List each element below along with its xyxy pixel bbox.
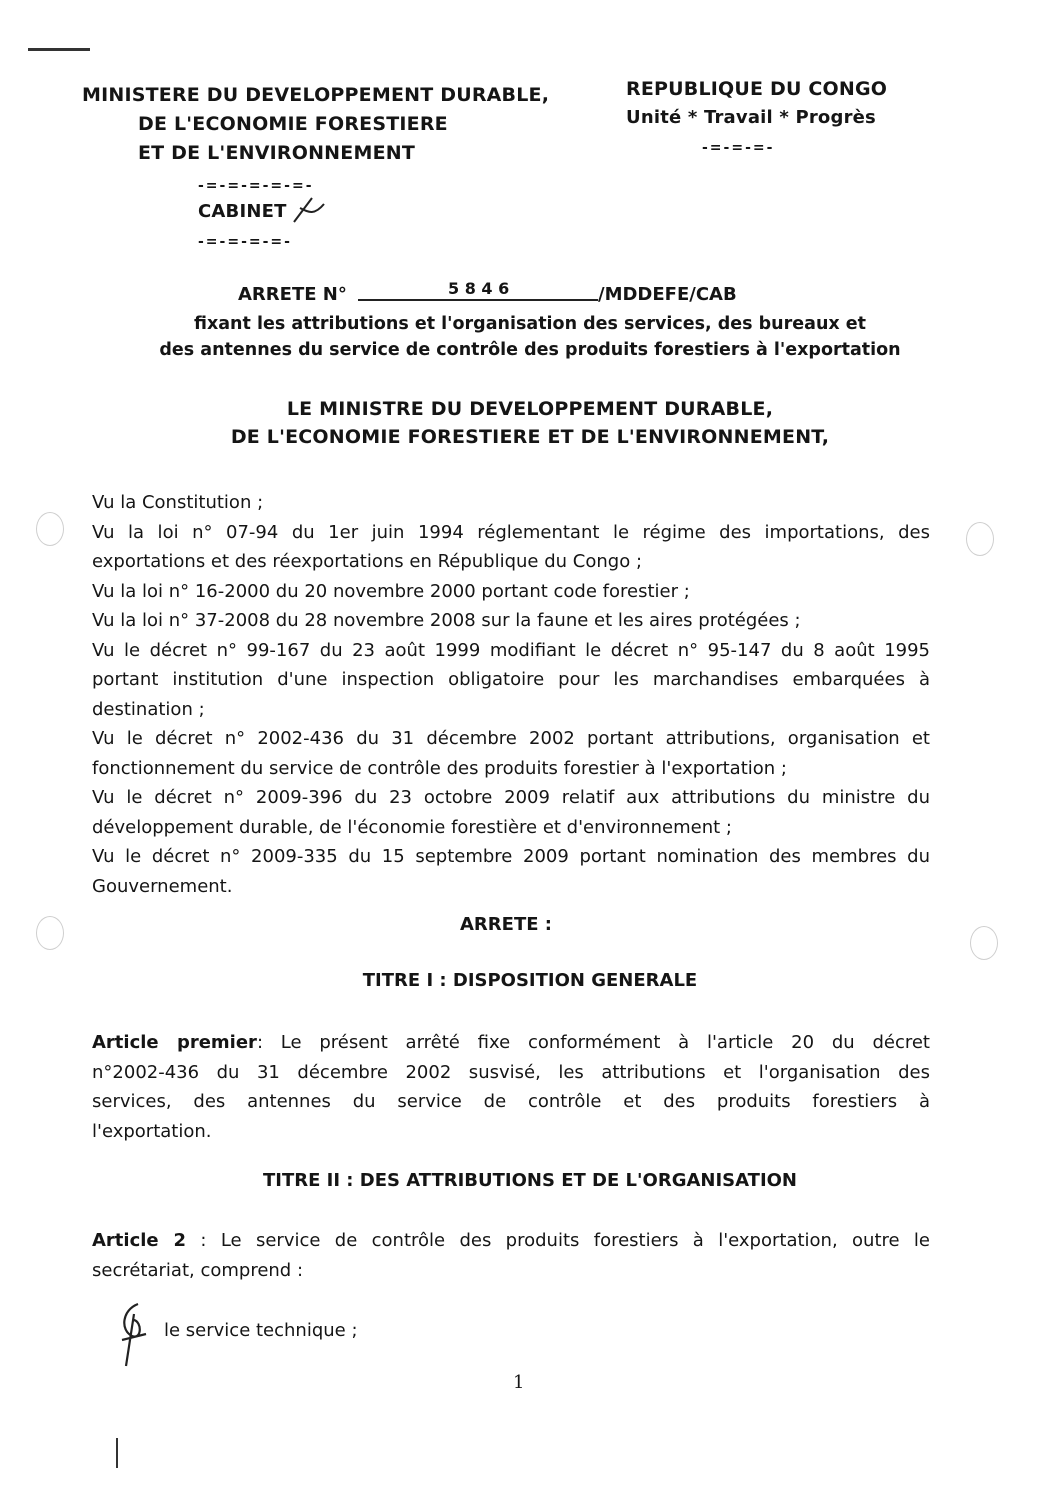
decree-number-line xyxy=(358,299,598,301)
article-2-line-2: secrétariat, comprend : xyxy=(92,1259,304,1281)
article-premier-line-2: n°2002-436 du 31 décembre 2002 susvisé, les attributions et l'organisation des xyxy=(92,1061,930,1083)
decree-prefix: ARRETE N° xyxy=(238,284,347,305)
visa-line: Vu le décret n° 2009-335 du 15 septembre 2009 portant nomination des membres du xyxy=(92,846,930,867)
punch-hole-right-bottom xyxy=(970,926,998,960)
list-item-service-technique: le service technique ; xyxy=(164,1320,358,1341)
republic-title: REPUBLIQUE DU CONGO xyxy=(626,78,888,100)
decree-suffix: /MDDEFE/CAB xyxy=(598,284,737,305)
article-premier-label: Article premier xyxy=(92,1032,257,1053)
minister-line-2: DE L'ECONOMIE FORESTIERE ET DE L'ENVIRONNEMENT, xyxy=(230,426,830,448)
ministry-line-1: MINISTERE DU DEVELOPPEMENT DURABLE, xyxy=(82,84,550,106)
ministry-separator-2: -=-=-=-=- xyxy=(198,234,292,250)
visa-line: Vu le décret n° 99-167 du 23 août 1999 modifiant le décret n° 95-147 du 8 août 1995 xyxy=(92,639,930,661)
visa-line: Vu le décret n° 2002-436 du 31 décembre 2002 portant attributions, organisation et xyxy=(92,728,930,749)
decree-subtitle-line-2: des antennes du service de contrôle des produits forestiers à l'exportation xyxy=(159,340,901,360)
punch-hole-right-top xyxy=(966,522,994,556)
handwritten-initials xyxy=(112,1300,156,1370)
ministry-line-2: DE L'ECONOMIE FORESTIERE xyxy=(138,113,448,135)
national-motto: Unité * Travail * Progrès xyxy=(626,107,876,128)
arrete-heading: ARRETE : xyxy=(460,914,552,935)
cabinet-label: CABINET xyxy=(198,201,287,222)
scan-mark-bottom xyxy=(116,1438,118,1468)
article-premier-line-1 xyxy=(92,1028,930,1058)
cabinet-handwritten-mark xyxy=(290,194,330,228)
decree-subtitle-line-1: fixant les attributions et l'organisation des services, des bureaux et xyxy=(193,314,867,334)
article-premier xyxy=(92,1028,930,1146)
visa-line: Vu la loi n° 07-94 du 1er juin 1994 réglementant le régime des importations, des xyxy=(92,521,930,543)
visa-line: Vu la Constitution ; xyxy=(92,492,264,513)
visa-line: fonctionnement du service de contrôle des produits forestier à l'exportation ; xyxy=(92,757,787,779)
visa-list xyxy=(92,488,930,901)
visa-line: développement durable, de l'économie forestière et d'environnement ; xyxy=(92,816,732,838)
page-number: 1 xyxy=(513,1372,525,1393)
minister-line-1: LE MINISTRE DU DEVELOPPEMENT DURABLE, xyxy=(286,398,774,420)
punch-hole-left-top xyxy=(36,512,64,546)
article-premier-line-3: services, des antennes du service de contrôle et des produits forestiers à xyxy=(92,1091,930,1112)
ministry-separator-1: -=-=-=-=-=- xyxy=(198,178,314,194)
titre-1-heading: TITRE I : DISPOSITION GENERALE xyxy=(362,970,698,991)
visa-line: destination ; xyxy=(92,698,205,720)
scan-mark xyxy=(28,48,90,51)
article-premier-text: : Le présent arrêté fixe conformément à l'article 20 du décret xyxy=(256,1032,930,1053)
titre-2-heading: TITRE II : DES ATTRIBUTIONS ET DE L'ORGANISATION xyxy=(262,1170,798,1191)
article-2-text: : Le service de contrôle des produits forestiers à l'exportation, outre le xyxy=(200,1230,931,1251)
punch-hole-left-bottom xyxy=(36,916,64,950)
ministry-line-3: ET DE L'ENVIRONNEMENT xyxy=(138,142,416,164)
decree-number: 5 8 4 6 xyxy=(448,279,510,298)
article-premier-line-4: l'exportation. xyxy=(92,1120,212,1142)
article-2-label: Article 2 xyxy=(92,1230,187,1251)
visa-line: Vu le décret n° 2009-396 du 23 octobre 2009 relatif aux attributions du ministre du xyxy=(92,787,930,808)
republic-separator: -=-=-=- xyxy=(702,140,775,156)
visa-line: Gouvernement. xyxy=(92,875,233,897)
article-2 xyxy=(92,1226,930,1285)
visa-line: portant institution d'une inspection obligatoire pour les marchandises embarquées à xyxy=(92,669,930,690)
visa-line: exportations et des réexportations en République du Congo ; xyxy=(92,551,643,572)
article-2-line-1 xyxy=(92,1226,930,1256)
visa-line: Vu la loi n° 37-2008 du 28 novembre 2008 sur la faune et les aires protégées ; xyxy=(92,610,801,631)
visa-line: Vu la loi n° 16-2000 du 20 novembre 2000 portant code forestier ; xyxy=(92,580,690,602)
